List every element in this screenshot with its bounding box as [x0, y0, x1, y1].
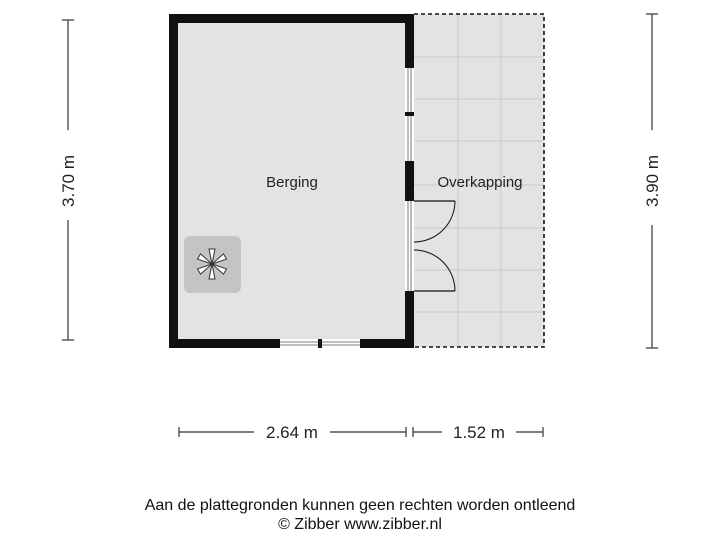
- dimension-label-left: 3.70 m: [59, 155, 78, 207]
- credit-text: © Zibber www.zibber.nl: [278, 516, 442, 533]
- dimension-label-bottom-right: 1.52 m: [453, 423, 505, 442]
- fan-icon: [184, 236, 241, 293]
- room-label-overkapping: Overkapping: [437, 174, 523, 191]
- window-bottom: [276, 339, 364, 348]
- room-label-berging: Berging: [266, 174, 318, 191]
- dimension-label-right: 3.90 m: [643, 155, 662, 207]
- dimension-label-bottom-left: 2.64 m: [266, 423, 318, 442]
- window-right-upper: [405, 64, 414, 165]
- disclaimer-text: Aan de plattegronden kunnen geen rechten worden ontleend: [144, 497, 576, 514]
